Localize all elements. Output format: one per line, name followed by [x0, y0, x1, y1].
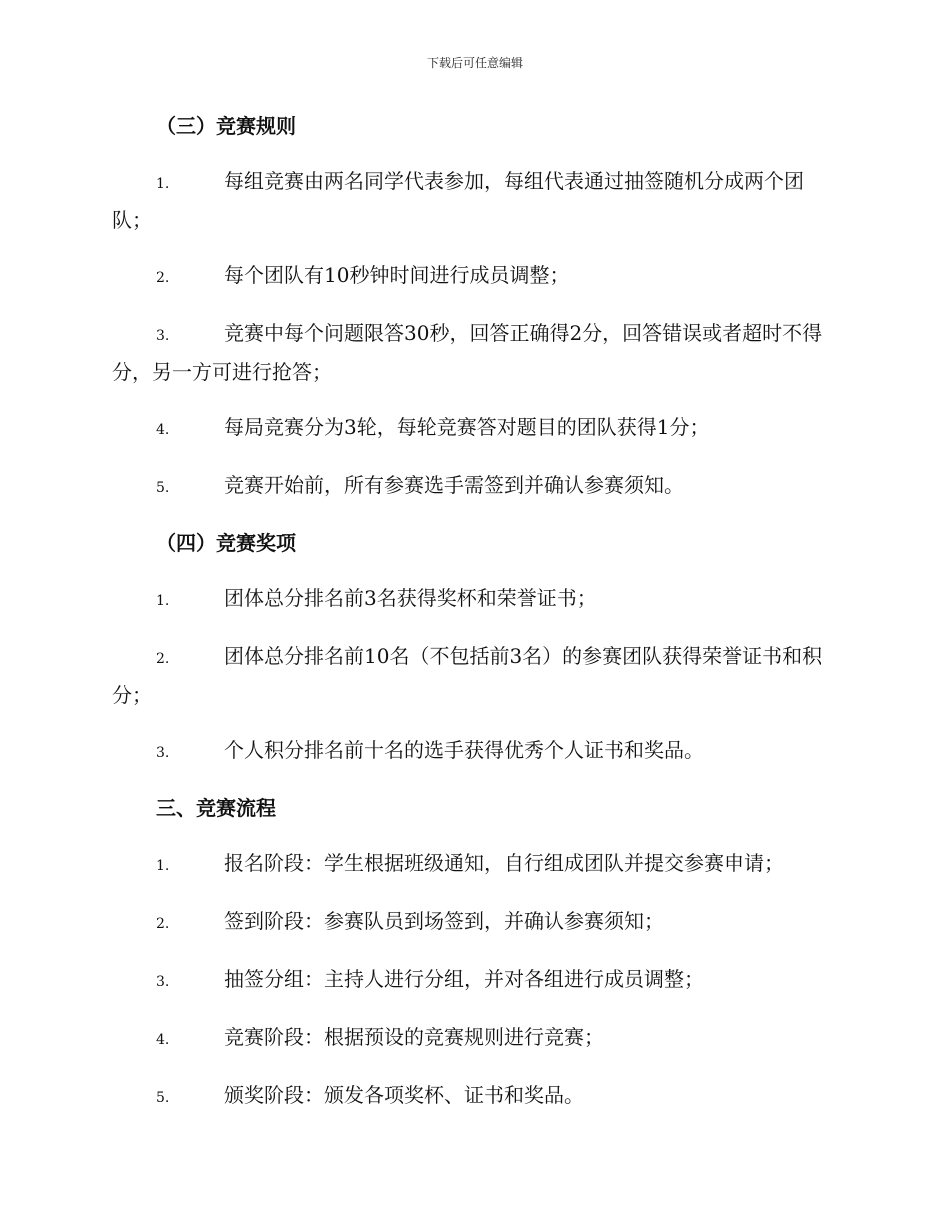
item-text: 竞赛阶段：根据预设的竞赛规则进行竞赛； — [224, 1025, 604, 1049]
item-text: 每局竞赛分为3轮，每轮竞赛答对题目的团队获得1分； — [224, 415, 710, 439]
list-item — [112, 163, 842, 238]
item-text: 报名阶段：学生根据班级通知，自行组成团队并提交参赛申请； — [224, 851, 784, 875]
item-number: 4. — [156, 1032, 170, 1048]
list-item — [112, 1019, 842, 1058]
item-text: 颁奖阶段：颁发各项奖杯、证书和奖品。 — [224, 1083, 584, 1107]
item-number: 1. — [156, 858, 170, 874]
item-text: 团体总分排名前3名获得奖杯和荣誉证书； — [224, 586, 597, 610]
section-heading-awards: （四）竞赛奖项 — [156, 531, 296, 555]
item-text: 竞赛开始前，所有参赛选手需签到并确认参赛须知。 — [224, 473, 684, 497]
list-item — [112, 257, 842, 296]
section-heading-process: 三、竞赛流程 — [156, 796, 276, 820]
item-number: 2. — [156, 270, 170, 286]
list-item — [112, 732, 842, 771]
item-text: 抽签分组：主持人进行分组，并对各组进行成员调整； — [224, 967, 704, 991]
item-number: 3. — [156, 745, 170, 761]
item-text: 每个团队有10秒钟时间进行成员调整； — [224, 263, 570, 287]
page-header: 下载后可任意编辑 — [426, 56, 523, 70]
list-item — [112, 1077, 842, 1116]
item-number: 4. — [156, 422, 170, 438]
document-body — [112, 108, 842, 1135]
list-item — [112, 467, 842, 506]
item-number: 5. — [156, 480, 170, 496]
item-number: 2. — [156, 916, 170, 932]
item-text: 个人积分排名前十名的选手获得优秀个人证书和奖品。 — [224, 738, 704, 762]
item-text: 团体总分排名前10名（不包括前3名）的参赛团队获得荣誉证书和积分； — [112, 644, 823, 707]
list-item — [112, 845, 842, 884]
item-number: 1. — [156, 593, 170, 609]
list-item — [112, 409, 842, 448]
section-heading-rules: （三）竞赛规则 — [156, 114, 296, 138]
item-number: 2. — [156, 651, 170, 667]
list-item — [112, 315, 842, 390]
list-item — [112, 903, 842, 942]
item-number: 3. — [156, 328, 170, 344]
item-number: 3. — [156, 974, 170, 990]
list-item — [112, 638, 842, 713]
list-item — [112, 580, 842, 619]
item-number: 1. — [156, 176, 170, 192]
list-item — [112, 961, 842, 1000]
item-text: 竞赛中每个问题限答30秒，回答正确得2分，回答错误或者超时不得分，另一方可进行抢答； — [112, 321, 823, 384]
item-text: 每组竞赛由两名同学代表参加，每组代表通过抽签随机分成两个团队； — [112, 169, 804, 232]
item-number: 5. — [156, 1090, 170, 1106]
item-text: 签到阶段：参赛队员到场签到，并确认参赛须知； — [224, 909, 664, 933]
